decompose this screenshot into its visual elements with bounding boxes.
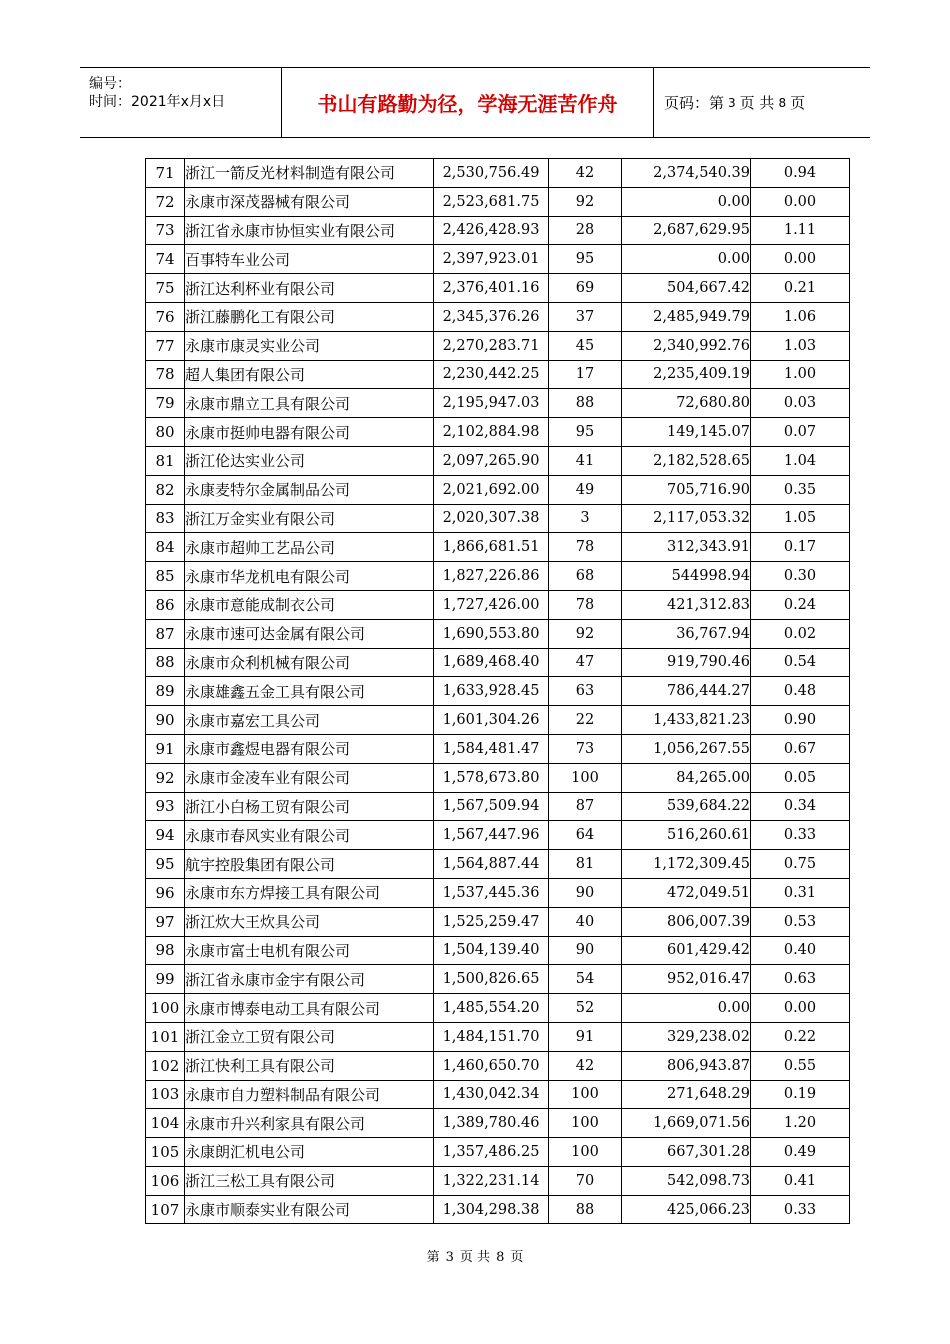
table-row — [146, 302, 850, 331]
cell-value-a: 2,397,923.01 — [434, 245, 549, 274]
cell-value-b: 95 — [549, 245, 622, 274]
cell-value-c: 312,343.91 — [622, 533, 751, 562]
cell-company: 永康市速可达金属有限公司 — [185, 619, 434, 648]
cell-value-a: 1,322,231.14 — [434, 1166, 549, 1195]
page-total: 8 — [778, 95, 787, 110]
cell-value-b: 42 — [549, 1051, 622, 1080]
cell-index: 94 — [146, 821, 185, 850]
table-row — [146, 792, 850, 821]
cell-ratio: 0.55 — [751, 1051, 850, 1080]
cell-value-b: 22 — [549, 706, 622, 735]
cell-company: 百事特车业公司 — [185, 245, 434, 274]
cell-value-b: 92 — [549, 187, 622, 216]
cell-company: 永康市深茂器械有限公司 — [185, 187, 434, 216]
cell-ratio: 1.20 — [751, 1109, 850, 1138]
cell-index: 106 — [146, 1166, 185, 1195]
cell-value-b: 100 — [549, 1138, 622, 1167]
table-row — [146, 360, 850, 389]
cell-value-c: 72,680.80 — [622, 389, 751, 418]
cell-value-c: 271,648.29 — [622, 1080, 751, 1109]
cell-company: 浙江炊大王炊具公司 — [185, 907, 434, 936]
cell-value-a: 1,578,673.80 — [434, 763, 549, 792]
cell-index: 103 — [146, 1080, 185, 1109]
table-row — [146, 533, 850, 562]
cell-ratio: 0.53 — [751, 907, 850, 936]
cell-value-b: 90 — [549, 878, 622, 907]
cell-value-a: 1,537,445.36 — [434, 878, 549, 907]
cell-index: 101 — [146, 1022, 185, 1051]
cell-value-c: 1,172,309.45 — [622, 850, 751, 879]
table-row — [146, 677, 850, 706]
page-label-suffix: 页 — [790, 94, 806, 112]
cell-company: 航宇控股集团有限公司 — [185, 850, 434, 879]
footer-total: 8 — [496, 1250, 505, 1265]
header-motto: 书山有路勤为径，学海无涯苦作舟 — [282, 68, 654, 137]
cell-value-a: 1,357,486.25 — [434, 1138, 549, 1167]
cell-company: 永康市博泰电动工具有限公司 — [185, 994, 434, 1023]
cell-value-c: 421,312.83 — [622, 590, 751, 619]
cell-value-c: 539,684.22 — [622, 792, 751, 821]
cell-index: 96 — [146, 878, 185, 907]
cell-ratio: 0.40 — [751, 936, 850, 965]
table-row — [146, 1109, 850, 1138]
cell-company: 永康市意能成制衣公司 — [185, 590, 434, 619]
cell-value-c: 806,943.87 — [622, 1051, 751, 1080]
cell-value-a: 1,564,887.44 — [434, 850, 549, 879]
cell-ratio: 0.49 — [751, 1138, 850, 1167]
cell-index: 84 — [146, 533, 185, 562]
table-row — [146, 734, 850, 763]
cell-company: 浙江小白杨工贸有限公司 — [185, 792, 434, 821]
cell-index: 102 — [146, 1051, 185, 1080]
cell-value-b: 17 — [549, 360, 622, 389]
cell-ratio: 0.19 — [751, 1080, 850, 1109]
cell-value-c: 544998.94 — [622, 562, 751, 591]
cell-value-a: 1,525,259.47 — [434, 907, 549, 936]
cell-value-b: 54 — [549, 965, 622, 994]
footer-suffix: 页 — [510, 1250, 524, 1265]
cell-value-c: 329,238.02 — [622, 1022, 751, 1051]
cell-value-a: 2,020,307.38 — [434, 504, 549, 533]
table-row — [146, 418, 850, 447]
cell-value-c: 0.00 — [622, 994, 751, 1023]
cell-value-c: 0.00 — [622, 187, 751, 216]
company-table — [145, 158, 850, 1224]
cell-value-c: 504,667.42 — [622, 274, 751, 303]
cell-value-a: 2,230,442.25 — [434, 360, 549, 389]
cell-value-b: 45 — [549, 331, 622, 360]
cell-company: 永康市鼎立工具有限公司 — [185, 389, 434, 418]
cell-value-c: 2,340,992.76 — [622, 331, 751, 360]
cell-ratio: 0.05 — [751, 763, 850, 792]
cell-value-b: 88 — [549, 1195, 622, 1224]
header-meta — [80, 68, 282, 137]
table-row — [146, 619, 850, 648]
cell-company: 永康市嘉宏工具公司 — [185, 706, 434, 735]
cell-value-b: 69 — [549, 274, 622, 303]
number-label: 编号： — [89, 76, 131, 92]
cell-ratio: 0.33 — [751, 1195, 850, 1224]
cell-ratio: 0.54 — [751, 648, 850, 677]
cell-value-c: 36,767.94 — [622, 619, 751, 648]
cell-index: 72 — [146, 187, 185, 216]
cell-ratio: 0.24 — [751, 590, 850, 619]
cell-ratio: 1.03 — [751, 331, 850, 360]
cell-ratio: 0.21 — [751, 274, 850, 303]
cell-value-a: 1,500,826.65 — [434, 965, 549, 994]
table-row — [146, 187, 850, 216]
cell-value-b: 91 — [549, 1022, 622, 1051]
cell-value-c: 472,049.51 — [622, 878, 751, 907]
table-row — [146, 331, 850, 360]
cell-value-b: 92 — [549, 619, 622, 648]
table-row — [146, 1022, 850, 1051]
cell-ratio: 0.00 — [751, 187, 850, 216]
cell-value-b: 52 — [549, 994, 622, 1023]
cell-value-c: 786,444.27 — [622, 677, 751, 706]
cell-index: 75 — [146, 274, 185, 303]
table-row — [146, 1080, 850, 1109]
cell-company: 浙江藤鹏化工有限公司 — [185, 302, 434, 331]
cell-index: 97 — [146, 907, 185, 936]
footer-prefix: 第 — [426, 1250, 440, 1265]
cell-index: 98 — [146, 936, 185, 965]
cell-ratio: 0.31 — [751, 878, 850, 907]
cell-value-a: 1,827,226.86 — [434, 562, 549, 591]
cell-index: 92 — [146, 763, 185, 792]
cell-ratio: 0.00 — [751, 245, 850, 274]
cell-company: 永康市超帅工艺品公司 — [185, 533, 434, 562]
page-label-mid: 页 共 — [739, 94, 775, 112]
cell-index: 87 — [146, 619, 185, 648]
cell-ratio: 0.41 — [751, 1166, 850, 1195]
cell-company: 永康市华龙机电有限公司 — [185, 562, 434, 591]
cell-index: 83 — [146, 504, 185, 533]
cell-value-c: 149,145.07 — [622, 418, 751, 447]
footer-mid: 页 共 — [459, 1250, 491, 1265]
cell-company: 永康朗汇机电公司 — [185, 1138, 434, 1167]
cell-ratio: 0.03 — [751, 389, 850, 418]
cell-ratio: 0.63 — [751, 965, 850, 994]
cell-value-b: 81 — [549, 850, 622, 879]
cell-index: 104 — [146, 1109, 185, 1138]
cell-value-a: 1,866,681.51 — [434, 533, 549, 562]
cell-value-b: 40 — [549, 907, 622, 936]
cell-value-c: 2,182,528.65 — [622, 446, 751, 475]
cell-value-b: 73 — [549, 734, 622, 763]
cell-ratio: 1.05 — [751, 504, 850, 533]
table-row — [146, 562, 850, 591]
cell-value-a: 1,485,554.20 — [434, 994, 549, 1023]
cell-value-a: 2,102,884.98 — [434, 418, 549, 447]
cell-value-b: 68 — [549, 562, 622, 591]
cell-value-a: 2,345,376.26 — [434, 302, 549, 331]
cell-ratio: 1.00 — [751, 360, 850, 389]
table-row — [146, 389, 850, 418]
cell-value-b: 42 — [549, 159, 622, 188]
cell-company: 永康市众利机械有限公司 — [185, 648, 434, 677]
cell-value-b: 41 — [549, 446, 622, 475]
cell-value-a: 1,690,553.80 — [434, 619, 549, 648]
table-row — [146, 994, 850, 1023]
cell-ratio: 0.22 — [751, 1022, 850, 1051]
cell-value-a: 2,021,692.00 — [434, 475, 549, 504]
cell-index: 88 — [146, 648, 185, 677]
cell-value-c: 1,669,071.56 — [622, 1109, 751, 1138]
cell-value-a: 1,504,139.40 — [434, 936, 549, 965]
table-row — [146, 965, 850, 994]
cell-value-a: 2,530,756.49 — [434, 159, 549, 188]
cell-index: 99 — [146, 965, 185, 994]
cell-value-a: 1,484,151.70 — [434, 1022, 549, 1051]
cell-value-c: 2,374,540.39 — [622, 159, 751, 188]
page-current: 3 — [728, 95, 736, 110]
cell-ratio: 0.07 — [751, 418, 850, 447]
table-row — [146, 504, 850, 533]
table-row — [146, 274, 850, 303]
table-row — [146, 216, 850, 245]
cell-value-b: 88 — [549, 389, 622, 418]
cell-index: 86 — [146, 590, 185, 619]
cell-value-a: 1,430,042.34 — [434, 1080, 549, 1109]
table-row — [146, 763, 850, 792]
table-row — [146, 159, 850, 188]
cell-value-b: 47 — [549, 648, 622, 677]
cell-company: 永康市顺泰实业有限公司 — [185, 1195, 434, 1224]
cell-value-a: 2,195,947.03 — [434, 389, 549, 418]
cell-company: 永康雄鑫五金工具有限公司 — [185, 677, 434, 706]
cell-value-c: 667,301.28 — [622, 1138, 751, 1167]
cell-ratio: 0.90 — [751, 706, 850, 735]
table-row — [146, 446, 850, 475]
cell-value-c: 516,260.61 — [622, 821, 751, 850]
cell-value-c: 2,687,629.95 — [622, 216, 751, 245]
cell-ratio: 0.30 — [751, 562, 850, 591]
cell-ratio: 0.94 — [751, 159, 850, 188]
table-row — [146, 821, 850, 850]
cell-index: 79 — [146, 389, 185, 418]
page-footer — [0, 1246, 950, 1265]
cell-value-c: 542,098.73 — [622, 1166, 751, 1195]
cell-company: 永康市康灵实业公司 — [185, 331, 434, 360]
cell-index: 78 — [146, 360, 185, 389]
cell-value-a: 2,523,681.75 — [434, 187, 549, 216]
cell-value-a: 1,727,426.00 — [434, 590, 549, 619]
cell-value-b: 28 — [549, 216, 622, 245]
cell-value-c: 1,056,267.55 — [622, 734, 751, 763]
cell-value-a: 1,601,304.26 — [434, 706, 549, 735]
table-row — [146, 936, 850, 965]
cell-value-c: 425,066.23 — [622, 1195, 751, 1224]
cell-value-a: 1,584,481.47 — [434, 734, 549, 763]
cell-value-b: 95 — [549, 418, 622, 447]
cell-value-b: 64 — [549, 821, 622, 850]
table-row — [146, 475, 850, 504]
cell-value-c: 705,716.90 — [622, 475, 751, 504]
page-header — [80, 67, 870, 138]
cell-index: 77 — [146, 331, 185, 360]
cell-index: 91 — [146, 734, 185, 763]
cell-index: 74 — [146, 245, 185, 274]
cell-company: 永康市东方焊接工具有限公司 — [185, 878, 434, 907]
cell-company: 永康市挺帅电器有限公司 — [185, 418, 434, 447]
cell-company: 浙江达利杯业有限公司 — [185, 274, 434, 303]
cell-value-c: 806,007.39 — [622, 907, 751, 936]
cell-value-a: 1,389,780.46 — [434, 1109, 549, 1138]
cell-company: 浙江快利工具有限公司 — [185, 1051, 434, 1080]
cell-company: 浙江一箭反光材料制造有限公司 — [185, 159, 434, 188]
table-row — [146, 648, 850, 677]
table-row — [146, 590, 850, 619]
cell-value-b: 63 — [549, 677, 622, 706]
cell-index: 90 — [146, 706, 185, 735]
cell-ratio: 0.02 — [751, 619, 850, 648]
cell-ratio: 0.48 — [751, 677, 850, 706]
cell-value-c: 1,433,821.23 — [622, 706, 751, 735]
cell-index: 71 — [146, 159, 185, 188]
cell-value-b: 90 — [549, 936, 622, 965]
cell-value-a: 1,633,928.45 — [434, 677, 549, 706]
cell-value-b: 78 — [549, 590, 622, 619]
table-row — [146, 1051, 850, 1080]
cell-value-c: 0.00 — [622, 245, 751, 274]
cell-index: 105 — [146, 1138, 185, 1167]
cell-value-b: 100 — [549, 763, 622, 792]
cell-ratio: 1.06 — [751, 302, 850, 331]
cell-value-c: 919,790.46 — [622, 648, 751, 677]
cell-company: 超人集团有限公司 — [185, 360, 434, 389]
cell-company: 永康市鑫煜电器有限公司 — [185, 734, 434, 763]
cell-index: 107 — [146, 1195, 185, 1224]
cell-index: 82 — [146, 475, 185, 504]
cell-value-b: 70 — [549, 1166, 622, 1195]
cell-index: 81 — [146, 446, 185, 475]
table-row — [146, 850, 850, 879]
cell-value-a: 1,460,650.70 — [434, 1051, 549, 1080]
page-label-prefix: 页码：第 — [664, 94, 725, 112]
cell-company: 永康麦特尔金属制品公司 — [185, 475, 434, 504]
cell-value-a: 2,376,401.16 — [434, 274, 549, 303]
cell-value-b: 100 — [549, 1080, 622, 1109]
cell-value-c: 952,016.47 — [622, 965, 751, 994]
cell-company: 永康市自力塑料制品有限公司 — [185, 1080, 434, 1109]
cell-index: 73 — [146, 216, 185, 245]
cell-company: 浙江三松工具有限公司 — [185, 1166, 434, 1195]
cell-value-a: 2,270,283.71 — [434, 331, 549, 360]
cell-value-b: 3 — [549, 504, 622, 533]
table-row — [146, 1195, 850, 1224]
header-page-info — [654, 68, 870, 137]
cell-index: 93 — [146, 792, 185, 821]
cell-value-a: 2,426,428.93 — [434, 216, 549, 245]
cell-ratio: 0.67 — [751, 734, 850, 763]
cell-ratio: 0.35 — [751, 475, 850, 504]
table-row — [146, 1138, 850, 1167]
table-row — [146, 706, 850, 735]
cell-value-b: 49 — [549, 475, 622, 504]
cell-ratio: 0.75 — [751, 850, 850, 879]
cell-company: 永康市富士电机有限公司 — [185, 936, 434, 965]
cell-value-c: 601,429.42 — [622, 936, 751, 965]
cell-value-a: 1,689,468.40 — [434, 648, 549, 677]
footer-current: 3 — [445, 1250, 454, 1265]
cell-index: 95 — [146, 850, 185, 879]
cell-ratio: 0.33 — [751, 821, 850, 850]
table-body — [146, 159, 850, 1224]
cell-company: 浙江省永康市协恒实业有限公司 — [185, 216, 434, 245]
cell-index: 85 — [146, 562, 185, 591]
cell-value-a: 2,097,265.90 — [434, 446, 549, 475]
cell-company: 浙江省永康市金宇有限公司 — [185, 965, 434, 994]
table-row — [146, 907, 850, 936]
cell-company: 永康市春风实业有限公司 — [185, 821, 434, 850]
cell-index: 80 — [146, 418, 185, 447]
table-row — [146, 245, 850, 274]
cell-value-c: 2,485,949.79 — [622, 302, 751, 331]
cell-index: 100 — [146, 994, 185, 1023]
cell-company: 浙江万金实业有限公司 — [185, 504, 434, 533]
cell-company: 浙江金立工贸有限公司 — [185, 1022, 434, 1051]
cell-value-a: 1,567,509.94 — [434, 792, 549, 821]
cell-index: 76 — [146, 302, 185, 331]
time-label: 时间：2021年x月x日 — [89, 94, 226, 110]
cell-ratio: 1.04 — [751, 446, 850, 475]
cell-ratio: 0.17 — [751, 533, 850, 562]
cell-value-b: 87 — [549, 792, 622, 821]
cell-value-c: 84,265.00 — [622, 763, 751, 792]
table-row — [146, 1166, 850, 1195]
cell-company: 浙江伦达实业公司 — [185, 446, 434, 475]
cell-value-c: 2,235,409.19 — [622, 360, 751, 389]
cell-value-a: 1,567,447.96 — [434, 821, 549, 850]
cell-value-b: 78 — [549, 533, 622, 562]
cell-value-c: 2,117,053.32 — [622, 504, 751, 533]
cell-ratio: 0.00 — [751, 994, 850, 1023]
cell-ratio: 1.11 — [751, 216, 850, 245]
cell-value-a: 1,304,298.38 — [434, 1195, 549, 1224]
cell-value-b: 100 — [549, 1109, 622, 1138]
cell-company: 永康市升兴利家具有限公司 — [185, 1109, 434, 1138]
table-row — [146, 878, 850, 907]
cell-company: 永康市金凌车业有限公司 — [185, 763, 434, 792]
cell-value-b: 37 — [549, 302, 622, 331]
cell-ratio: 0.34 — [751, 792, 850, 821]
cell-index: 89 — [146, 677, 185, 706]
